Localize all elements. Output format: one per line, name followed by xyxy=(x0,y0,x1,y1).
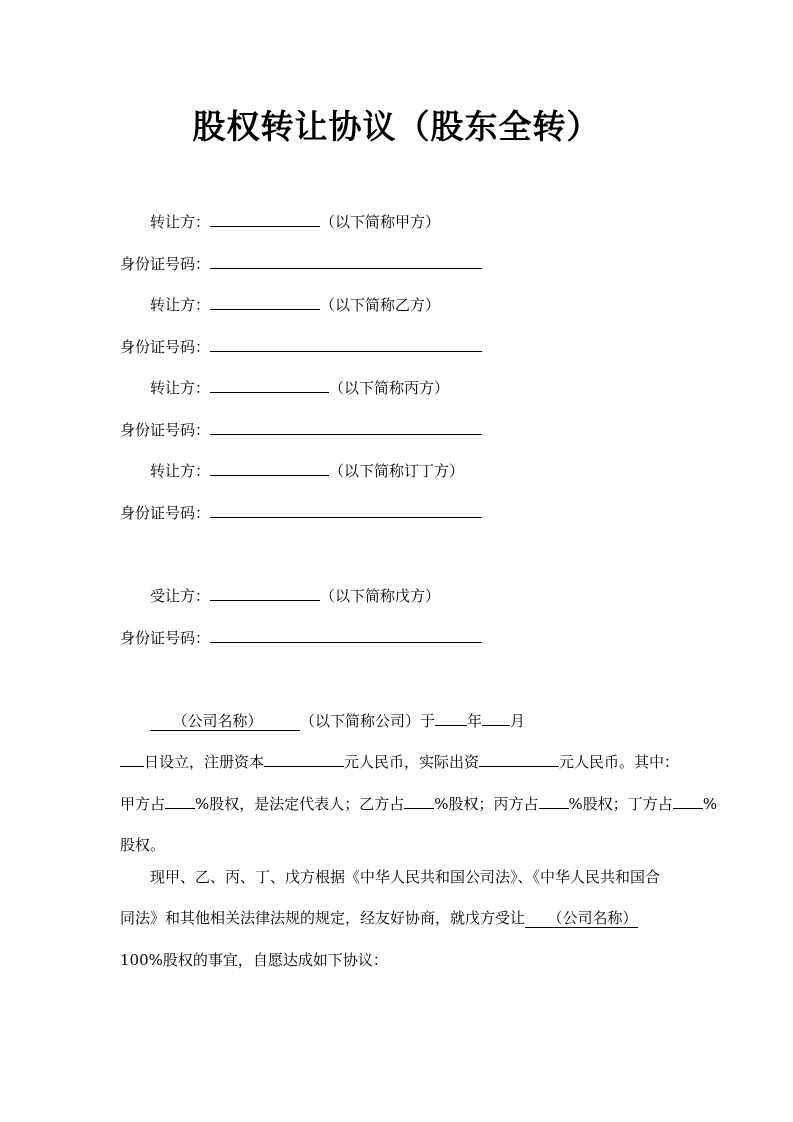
party-b-suffix: （以下简称乙方） xyxy=(320,296,441,314)
body-text: %股权；丁方占 xyxy=(568,795,673,813)
party-b-share-blank[interactable] xyxy=(404,794,434,809)
party-e-row xyxy=(150,585,440,607)
id-label: 身份证号码： xyxy=(120,338,211,356)
party-d-name-blank[interactable] xyxy=(210,461,329,476)
company-name-field[interactable] xyxy=(150,712,300,731)
body-line-6 xyxy=(120,907,638,929)
registered-capital-blank[interactable] xyxy=(264,752,344,767)
body-text: % xyxy=(702,795,718,813)
party-a-row xyxy=(150,211,440,233)
body-text: 日设立，注册资本 xyxy=(144,753,265,771)
company-name-placeholder: （公司名称） xyxy=(172,712,263,730)
party-a-suffix: （以下简称甲方） xyxy=(320,213,441,231)
party-e-id-blank[interactable] xyxy=(210,628,482,643)
party-c-name-blank[interactable] xyxy=(210,378,329,393)
party-d-share-blank[interactable] xyxy=(673,794,703,809)
party-b-id-blank[interactable] xyxy=(210,337,482,352)
paid-capital-blank[interactable] xyxy=(479,752,559,767)
company-name-field-2[interactable] xyxy=(525,909,638,928)
party-e-name-blank[interactable] xyxy=(210,586,320,601)
party-c-id-blank[interactable] xyxy=(210,420,482,435)
transferor-label: 转让方： xyxy=(150,379,211,397)
body-text: %股权，是法定代表人；乙方占 xyxy=(195,795,405,813)
party-c-id-row xyxy=(120,419,482,441)
party-b-id-row xyxy=(120,336,482,358)
body-line-2 xyxy=(120,751,679,773)
party-e-id-row xyxy=(120,627,482,649)
body-text: %股权；丙方占 xyxy=(434,795,539,813)
id-label: 身份证号码： xyxy=(120,255,211,273)
body-text: 元人民币，实际出资 xyxy=(344,753,480,771)
body-line-3 xyxy=(120,793,717,815)
body-text: 甲方占 xyxy=(120,795,166,813)
id-label: 身份证号码： xyxy=(120,421,211,439)
company-name-placeholder: （公司名称） xyxy=(547,909,638,927)
transferor-label: 转让方： xyxy=(150,213,211,231)
party-d-suffix: （以下简称订丁方） xyxy=(329,462,465,480)
body-line-7: 100%股权的事宜，自愿达成如下协议： xyxy=(120,951,388,969)
id-label: 身份证号码： xyxy=(120,504,211,522)
party-d-row xyxy=(150,460,464,482)
party-b-row xyxy=(150,294,440,316)
party-b-name-blank[interactable] xyxy=(210,295,320,310)
body-text: 年 xyxy=(467,712,483,730)
body-line-1 xyxy=(150,710,525,732)
body-line-4: 股权。 xyxy=(120,836,166,854)
party-c-row xyxy=(150,377,449,399)
year-blank[interactable] xyxy=(435,711,467,726)
month-blank[interactable] xyxy=(482,711,510,726)
party-a-name-blank[interactable] xyxy=(210,212,320,227)
body-line-5: 现甲、乙、丙、丁、戊方根据《中华人民共和国公司法》、《中华人民共和国合 xyxy=(150,868,661,886)
body-text: 同法》和其他相关法律法规的规定，经友好协商，就戊方受让 xyxy=(120,909,526,927)
body-text: （以下简称公司）于 xyxy=(300,712,436,730)
transferor-label: 转让方： xyxy=(150,296,211,314)
body-text: 月 xyxy=(510,712,526,730)
party-e-suffix: （以下简称戊方） xyxy=(320,587,441,605)
id-label: 身份证号码： xyxy=(120,629,211,647)
party-d-id-blank[interactable] xyxy=(210,503,482,518)
transferee-label: 受让方： xyxy=(150,587,211,605)
party-c-suffix: （以下简称丙方） xyxy=(329,379,450,397)
transferor-label: 转让方： xyxy=(150,462,211,480)
body-text: 元人民币。其中： xyxy=(559,753,680,771)
party-a-share-blank[interactable] xyxy=(165,794,195,809)
party-a-id-blank[interactable] xyxy=(210,254,482,269)
party-d-id-row xyxy=(120,502,482,524)
party-a-id-row xyxy=(120,253,482,275)
document-title: 股权转让协议（股东全转） xyxy=(192,107,601,146)
day-blank[interactable] xyxy=(120,752,144,767)
party-c-share-blank[interactable] xyxy=(539,794,569,809)
